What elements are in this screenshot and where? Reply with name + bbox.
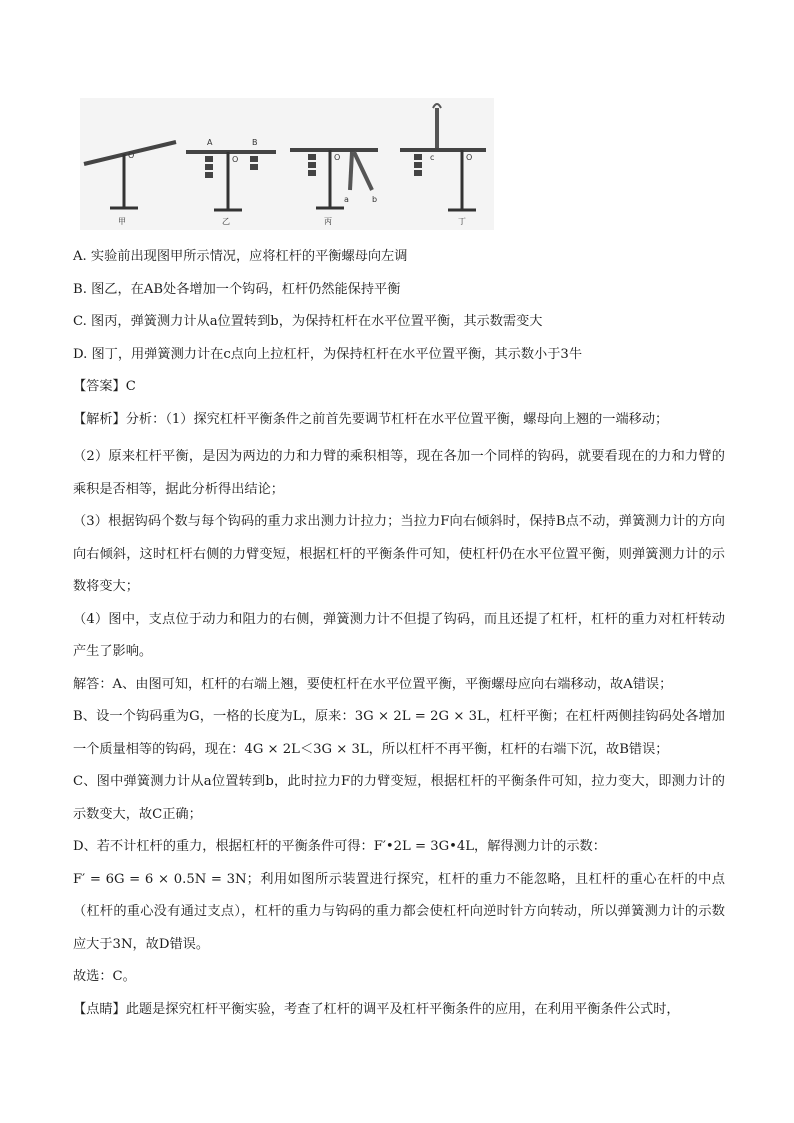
comment: 【点睛】此题是探究杠杆平衡实验，考查了杠杆的调平及杠杆平衡条件的应用，在利用平衡条件公式时， — [73, 1001, 680, 1017]
diagram-label-jia: 甲 — [118, 217, 126, 226]
lever-diagrams — [80, 98, 494, 230]
hook-weight — [308, 162, 316, 168]
point-b-label: B — [252, 138, 258, 147]
hook-weight — [414, 162, 422, 168]
position-a-label: a — [344, 195, 349, 204]
analysis-point-3: （3）根据钩码个数与每个钩码的重力求出测力计拉力；当拉力F向右倾斜时，保持B点不动，弹簧测力计的方向向右倾斜，这时杠杆右侧的力臂变短，根据杠杆的平衡条件可知，使杠杆仍在水平位置平衡，则弹簧测力计的示数将变大； — [73, 514, 725, 594]
question-content — [73, 246, 725, 1026]
hook-weight — [250, 164, 258, 170]
diagram-label-ding: 丁 — [458, 217, 466, 226]
solution-a: 解答：A、由图可知，杠杆的右端上翘，要使杠杆在水平位置平衡，平衡螺母应向右端移动，故A错误； — [73, 676, 673, 692]
hook-weight — [250, 156, 258, 162]
hook-weight — [205, 164, 213, 170]
solution-c: C、图中弹簧测力计从a位置转到b，此时拉力F的力臂变短，根据杠杆的平衡条件可知，拉力变大，即测力计的示数变大，故C正确； — [73, 774, 725, 822]
hook-weight — [308, 170, 316, 176]
answer: 【答案】C — [73, 379, 136, 394]
option-d: D. 图丁，用弹簧测力计在c点向上拉杠杆，为保持杠杆在水平位置平衡，其示数小于3牛 — [73, 346, 583, 362]
solution-d-1: D、若不计杠杆的重力，根据杠杆的平衡条件可得：F′•2L = 3G•4L，解得测力计的示数： — [73, 839, 606, 854]
pivot-label: O — [334, 153, 341, 162]
hook-weight — [308, 154, 316, 160]
diagram-label-yi: 乙 — [222, 217, 230, 226]
option-b: B. 图乙，在AB处各增加一个钩码，杠杆仍然能保持平衡 — [73, 281, 401, 297]
point-a-label: A — [207, 138, 213, 147]
option-c: C. 图丙，弹簧测力计从a位置转到b，为保持杠杆在水平位置平衡，其示数需变大 — [73, 314, 543, 329]
pivot-label: O — [232, 155, 239, 164]
point-c-label: c — [430, 153, 435, 162]
diagram-label-bing: 丙 — [324, 217, 332, 226]
analysis-intro: 【解析】分析：（1）探究杠杆平衡条件之前首先要调节杠杆在水平位置平衡，螺母向上翘的一端移动； — [73, 411, 669, 427]
hook-weight — [205, 172, 213, 178]
pivot-label: O — [128, 151, 135, 160]
lever-experiment-figure — [80, 98, 494, 230]
position-b-label: b — [372, 195, 378, 204]
hook-weight — [414, 170, 422, 176]
analysis-point-4: （4）图中，支点位于动力和阻力的右侧，弹簧测力计不但提了钩码，而且还提了杠杆，杠杆的重力对杠杆转动产生了影响。 — [73, 611, 725, 659]
final-choice: 故选：C。 — [73, 969, 136, 984]
spring-scale-a — [350, 152, 352, 190]
analysis-point-2: （2）原来杠杆平衡，是因为两边的力和力臂的乘积相等，现在各加一个同样的钩码，就要看现在的力和力臂的乘积是否相等，据此分析得出结论； — [73, 449, 725, 497]
figure-background — [80, 98, 494, 230]
hook-weight — [414, 154, 422, 160]
option-a: A. 实验前出现图甲所示情况，应将杠杆的平衡螺母向左调 — [73, 249, 408, 264]
pivot-label: O — [466, 153, 473, 162]
solution-b: B、设一个钩码重为G，一格的长度为L，原来：3G × 2L = 2G × 3L，杠杆平衡；在杠杆两侧挂钩码处各增加一个质量相等的钩码，现在：4G × 2L＜3G × 3L，所以杠杆不再平衡，杠杆的右端下沉，故B错误； — [73, 709, 725, 757]
hook-weight — [205, 156, 213, 162]
solution-d-2: F′ = 6G = 6 × 0.5N = 3N；利用如图所示装置进行探究，杠杆的重力不能忽略，且杠杆的重心在杆的中点（杠杆的重心没有通过支点），杠杆的重力与钩码的重力都会使杠杆向逆时针方向转动，所以弹簧测力计的示数应大于3N，故D错误。 — [73, 871, 725, 952]
